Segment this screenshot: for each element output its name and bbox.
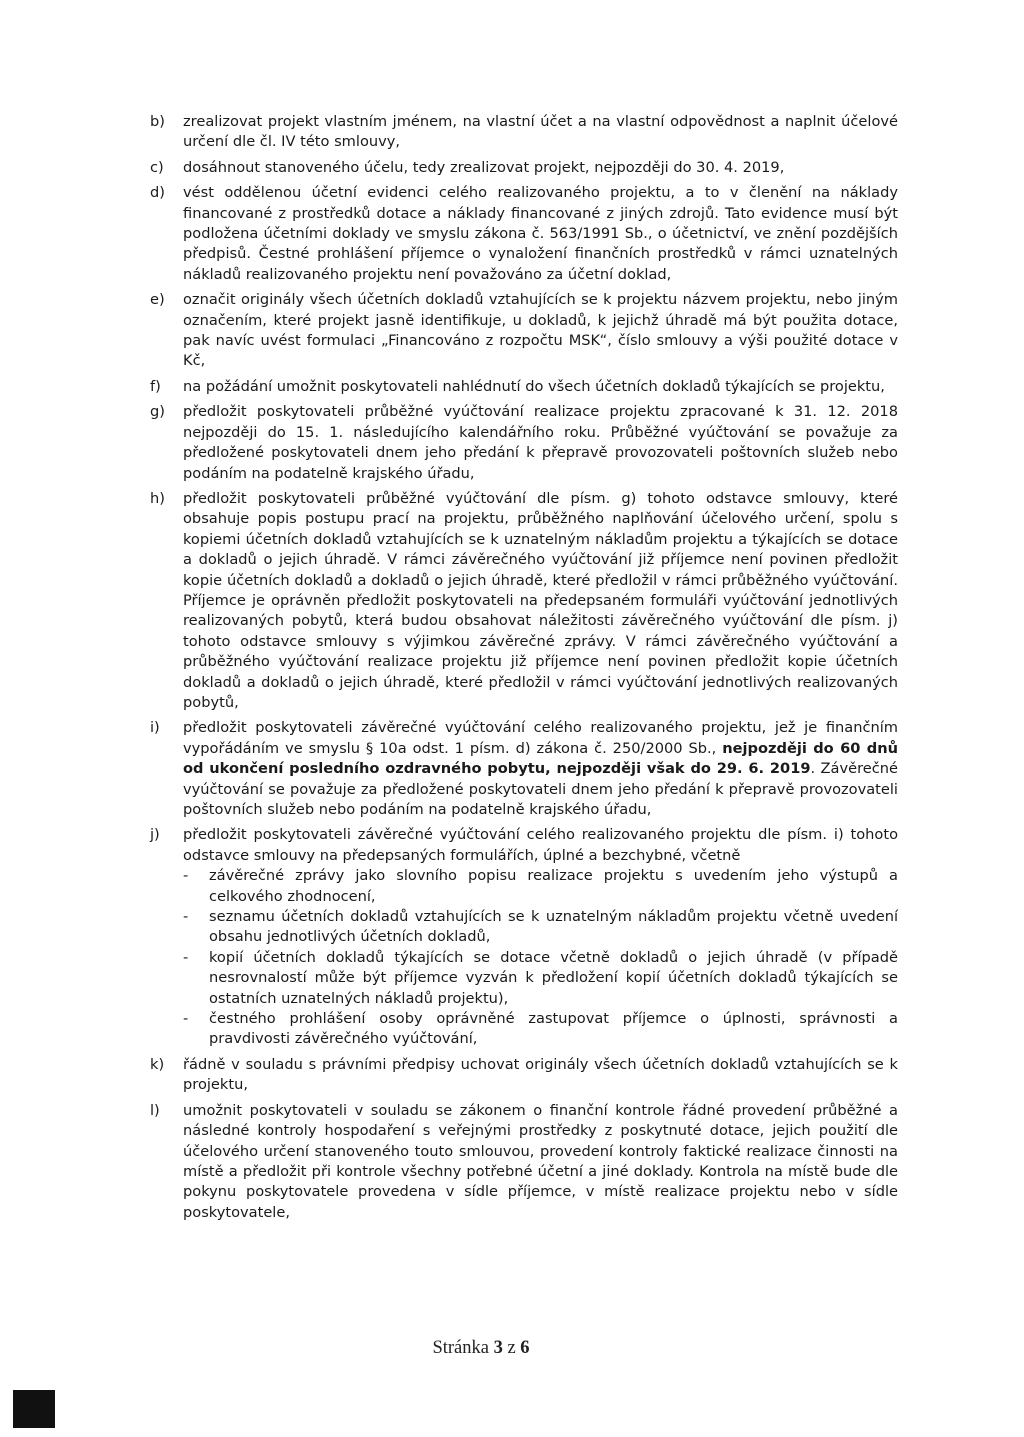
list-item-f [150, 377, 898, 397]
current-page-number: 3 [493, 1338, 503, 1358]
item-text-after: . Závěrečné vyúčtování se považuje za předložené poskytovateli dnem jeho předání k přepravě provozovateli poštovních služeb nebo podáním na podatelně krajského úřadu, [183, 760, 898, 818]
list-item-e [150, 290, 898, 372]
item-marker: e) [150, 291, 165, 309]
item-marker: h) [150, 489, 165, 507]
dash-bullet: - [183, 948, 189, 966]
item-text: dosáhnout stanoveného účelu, tedy zrealizovat projekt, nejpozději do 30. 4. 2019, [183, 158, 785, 176]
sub-item [183, 907, 898, 948]
list-item-g [150, 402, 898, 484]
redaction-block [13, 1390, 55, 1428]
sub-item-text: seznamu účetních dokladů vztahujících se k uznatelným nákladům projektu včetně uvedení obsahu jednotlivých účetních dokladů, [209, 908, 898, 946]
item-marker: b) [150, 113, 165, 130]
item-marker: c) [150, 158, 164, 176]
list-item-c [150, 158, 898, 178]
dash-bullet: - [183, 1010, 189, 1028]
list-item-k [150, 1055, 898, 1096]
item-marker: i) [150, 719, 160, 737]
deadline-bold-text: nejpozději do 60 dnů od ukončení posledního ozdravného pobytu, nejpozději však do 29. 6. 2019 [183, 739, 898, 778]
dash-bullet: - [183, 908, 189, 926]
item-text: vést oddělenou účetní evidenci celého realizovaného projektu, a to v členění na náklady financované z prostředků dotace a náklady financované z jiných zdrojů. Tato evidence musí být podložena účetními doklady ve smyslu zákona č. 563/1991 Sb., o účetnictví, ve znění pozdějších předpisů. Čestné prohlášení příjemce o vynaložení finančních prostředků v rámci uznatelných nákladů realizovaného projektu není považováno za účetní doklad, [183, 184, 898, 283]
page-word: Stránka [432, 1338, 489, 1358]
page-separator: z [507, 1338, 516, 1358]
item-marker: f) [150, 377, 161, 395]
item-marker: g) [150, 403, 165, 421]
item-text: umožnit poskytovateli v souladu se zákonem o finanční kontrole řádné provedení průběžné a následné kontroly hospodaření s veřejnými prostředky z poskytnuté dotace, jejich použití dle účelového určení stanoveného touto smlouvou, provedení kontroly faktické realizace činnosti na místě a předložit při kontrole všechny potřebné účetní a jiné doklady. Kontrola na místě bude dle pokynu poskytovatele provedena v sídle příjemce, v místě realizace projektu nebo v sídle poskytovatele, [183, 1101, 898, 1221]
list-item-d [150, 183, 898, 285]
list-item-h [150, 489, 898, 713]
list-item-j [150, 825, 898, 1049]
item-text: řádně v souladu s právními předpisy uchovat originály všech účetních dokladů vztahujících se k projektu, [183, 1055, 898, 1094]
sub-item [183, 948, 898, 1009]
list-item-b [150, 112, 898, 153]
sub-item-text: závěrečné zprávy jako slovního popisu realizace projektu s uvedením jeho výstupů a celkového zhodnocení, [209, 867, 898, 905]
sub-item [183, 866, 898, 907]
item-text: předložit poskytovateli průběžné vyúčtování realizace projektu zpracované k 31. 12. 2018 nejpozději do 15. 1. následujícího kalendářního roku. Průběžné vyúčtování se považuje za předložené poskytovateli dnem jeho předání k přepravě provozovateli poštovních služeb nebo podáním na podatelně krajského úřadu, [183, 403, 898, 482]
sub-item-text: kopií účetních dokladů týkajících se dotace včetně dokladů o jejich úhradě (v případě nesrovnalostí může být příjemce vyzván k předložení kopií účetních dokladů týkajících se ostatních uznatelných nákladů projektu), [209, 948, 898, 1007]
item-text: předložit poskytovateli průběžné vyúčtování dle písm. g) tohoto odstavce smlouvy, které obsahuje popis postupu prací na projektu, průběžného naplňování účelového určení, spolu s kopiemi účetních dokladů vztahujících se k uznatelným nákladům projektu a týkajících se dotace a dokladů o jejich úhradě. V rámci závěrečného vyúčtování již příjemce není povinen předložit kopie účetních dokladů a dokladů o jejich úhradě, které předložil v rámci průběžného vyúčtování. Příjemce je oprávněn předložit poskytovateli na předepsaném formuláři vyúčtování jednotlivých realizovaných pobytů, která budou obsahovat náležitosti závěrečného vyúčtování dle písm. j) tohoto odstavce smlouvy s výjimkou závěrečné zprávy. V rámci závěrečného vyúčtování a průběžného vyúčtování realizace projektu již příjemce není povinen předložit kopie účetních dokladů a dokladů o jejich úhradě, které předložil v rámci vyúčtování jednotlivých realizovaných pobytů, [183, 489, 898, 711]
item-marker: d) [150, 184, 165, 202]
list-item-l [150, 1101, 898, 1223]
item-marker: k) [150, 1055, 165, 1073]
item-text: na požádání umožnit poskytovateli nahlédnutí do všech účetních dokladů týkajících se projektu, [183, 377, 885, 395]
dash-bullet: - [183, 867, 189, 885]
obligations-list [150, 112, 898, 1228]
sub-item-text: čestného prohlášení osoby oprávněné zastupovat příjemce o úplnosti, správnosti a pravdivosti závěrečného vyúčtování, [209, 1010, 898, 1048]
page-number-footer [0, 1338, 962, 1359]
item-text: předložit poskytovateli závěrečné vyúčtování celého realizovaného projektu dle písm. i) tohoto odstavce smlouvy na předepsaných formulářích, úplné a bezchybné, včetně [183, 826, 898, 864]
total-page-count: 6 [520, 1338, 530, 1358]
item-marker: j) [150, 826, 160, 844]
item-text-before: předložit poskytovateli závěrečné vyúčtování celého realizovaného projektu, jež je finančním vypořádáním ve smyslu § 10a odst. 1 písm. d) zákona č. 250/2000 Sb., [183, 719, 898, 757]
item-marker: l) [150, 1101, 160, 1119]
item-text: označit originály všech účetních dokladů vztahujících se k projektu názvem projektu, nebo jiným označením, které projekt jasně identifikuje, u dokladů, k jejichž úhradě má být použita dotace, pak navíc uvést formulaci „Financováno z rozpočtu MSK“, číslo smlouvy a výši použité dotace v Kč, [183, 291, 898, 370]
item-text [183, 719, 898, 818]
sub-item [183, 1009, 898, 1050]
list-item-i [150, 718, 898, 820]
item-text: zrealizovat projekt vlastním jménem, na vlastní účet a na vlastní odpovědnost a naplnit účelové určení dle čl. IV této smlouvy, [183, 113, 898, 151]
